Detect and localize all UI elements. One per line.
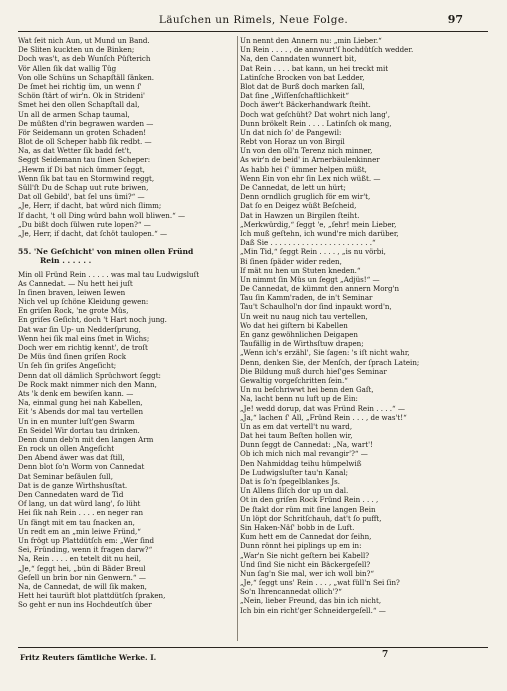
verse-line: En rock un ollen Angeſicht xyxy=(18,444,115,454)
verse-line: Un von den oll'n Terenz nich minner, xyxy=(240,146,373,156)
verse-line: „Merkwürdig,“ ſeggt 'e, „ſehr! mein Lieber, xyxy=(240,219,397,229)
signature-mark: 7 xyxy=(382,650,389,660)
verse-line: „Je,“ ſeggt uns' Rein . . . , „wat füll'n Sei ſin? xyxy=(240,578,400,588)
verse-line: „Min Tid,“ ſeggt Rein . . . . , „is nu vörbi, xyxy=(240,247,386,257)
verse-line: De Müs ünd ſinen griſen Rock xyxy=(18,352,127,362)
verse-line: Un nimmt ſin Müs un ſeggt „Adjüs!“ — xyxy=(240,274,380,284)
verse-line: Dat war ſin Up- un Nedderſprung, xyxy=(18,324,141,334)
verse-line: Den Abend äwer was dat ſtill, xyxy=(18,453,125,463)
verse-line: As wir'n de beid' in Arnerbäulenkinner xyxy=(240,155,380,165)
verse-line: Min oll Fründ Rein . . . . . was mal tau Ludwigsluſt xyxy=(18,269,200,279)
verse-line: Un as em dat vertell't nu ward, xyxy=(240,421,353,431)
verse-line: Hei ſik nah Rein . . . . en neger ran xyxy=(18,508,144,518)
verse-line: Dat is de ganze Wirthshusſtat. xyxy=(18,480,128,490)
verse-line: „Du bißt doch ſülwen rute lopen?“ — xyxy=(18,219,151,229)
right-column xyxy=(240,36,480,615)
poem-heading: 55. 'Ne Geſchicht' von minen ollen Fründ xyxy=(18,247,194,257)
verse-line: Eit 's Abends dor mal tau vertellen xyxy=(18,407,144,417)
verse-line: Dat oll Gebild', bat ſel uns ümi?“ — xyxy=(18,192,145,202)
verse-line: Von olle Schüns un Schapſtäll ſänken. xyxy=(18,72,155,82)
verse-line: Dunn brökelt Rein . . . . Latinſch ok mang, xyxy=(240,118,392,128)
verse-line: Blot de oll Scheper habb ſik redbt. — xyxy=(18,137,152,147)
verse-line: So geht er nun ins Hochdeutſch über xyxy=(18,600,152,610)
verse-line: Un weit nu naug nich tau vertellen, xyxy=(240,311,368,321)
verse-line: De ſmet hei richtig üm, un wenn ſ' xyxy=(18,81,142,91)
verse-line: Denn orndlich gruglich för em wir't, xyxy=(240,192,371,202)
verse-line: En griſes Geſicht, doch 't Hart noch jung. xyxy=(18,315,167,325)
verse-line: Na, den Canndaten wunnert bit, xyxy=(240,54,357,64)
verse-line: Nun ſag'n Sie mal, wer ich woll bin?“ xyxy=(240,568,375,578)
verse-line: Nich vel up ſchöne Kleidung gewen: xyxy=(18,297,149,307)
header-rule xyxy=(18,31,488,32)
verse-line: Doch wat geſchüht? Dat wohrt nich lang', xyxy=(240,109,390,119)
verse-line: Kum hett em de Cannedat dor ſeihn, xyxy=(240,532,372,542)
verse-line: Taufällig in de Wirthsſtuw drapen; xyxy=(240,339,364,349)
verse-line: Tau ſin Kamm'raden, de in't Seminar xyxy=(240,293,373,303)
verse-line: Dat Rein . . . . bat kann, un hei treckt mit xyxy=(240,63,389,73)
verse-line: Den Nahmiddag teihu hümpelwiß xyxy=(240,458,362,468)
left-column xyxy=(18,36,242,609)
verse-line: As habb hei ſ' ümmer helpen müßt, xyxy=(240,164,367,174)
verse-line: Un ſeh ſin griſes Angeſicht; xyxy=(18,361,117,371)
verse-line: „Je! wedd dorup, dat was Fründ Rein . . . .“ — xyxy=(240,403,405,413)
verse-line: Den Cannedaten ward de Tid xyxy=(18,490,124,499)
verse-line: Tau't Schaulhol'n dor ſind inpaukt word'n, xyxy=(240,302,392,312)
verse-line: Of lang, un dat würd lang', ſo lüht xyxy=(18,499,141,509)
verse-line: Geſell un brin bor nin Genwern.“ — xyxy=(18,572,146,582)
verse-line: Dat Seminar beſäulen ſull, xyxy=(18,471,113,481)
verse-line: Na, de Cannedat, de will ſik maken, xyxy=(18,581,147,591)
verse-line: Latinſche Brocken von bat Ledder, xyxy=(240,72,365,82)
verse-line: Wenn hei ſik mal eins ſmet in Wichs; xyxy=(18,333,150,343)
verse-line: Ats 'k denk em bewiſen kann. — xyxy=(18,388,134,398)
verse-line: Blot dat de Burß doch marken ſall, xyxy=(240,81,365,91)
verse-line: Smet hei den ollen Schapſtall dal, xyxy=(18,100,140,110)
verse-line: Dat hei taum Beſten hollen wir, xyxy=(240,431,353,441)
verse-line: En griſen Rock, 'ne grote Müs, xyxy=(18,306,129,316)
verse-line: Ich muß geſtehn, ich wund're mich darüber, xyxy=(240,228,399,238)
verse-line: Vör Allen ſik dat wallig Tüg xyxy=(18,63,117,73)
footer-rule xyxy=(18,647,488,648)
verse-line: „War'n Sie nicht geſtern bei Kabell? xyxy=(240,550,370,560)
verse-line: „Je, Herr, if dacht, bat würd nich ſlimm; xyxy=(18,201,162,211)
verse-line: Bi ſinen ſpäder wider reden, xyxy=(240,256,342,266)
verse-line: En Seidel Wir dortau tau drinken. xyxy=(18,425,140,435)
verse-line: Süll'ſt Du de Schap uut rute briwen, xyxy=(18,183,149,192)
running-title: Läuſchen un Rimels, Neue Folge. xyxy=(158,14,349,26)
verse-line: Die Bildung muß durch hieſ'ges Seminar xyxy=(240,366,387,376)
verse-line: „Wenn ich's erzähl', Sie ſagen: 's iſt nicht wahr, xyxy=(240,348,410,358)
page-number: 97 xyxy=(447,13,463,26)
verse-line: So'n Ihrencannedat ollich'?“ xyxy=(240,587,342,597)
verse-line: Denn dat oll dämlich Sprüchwort ſeggt: xyxy=(18,370,161,380)
footer-edition: Fritz Reuters ſämtliche Werke. I. xyxy=(20,653,157,662)
verse-line: De ſtakt dor rüm mit ſine langen Bein xyxy=(240,504,376,514)
verse-line: Un dat nich ſo' de Pangewil: xyxy=(240,127,342,137)
poem-heading-continuation: Rein . . . . . . xyxy=(40,256,92,266)
verse-line: Doch wer em richtig kennt', de troſt xyxy=(18,343,148,352)
verse-line: Seggt Seidemann tau ſinen Scheper: xyxy=(18,155,151,165)
verse-line: Ob ich mich nich mal revangir'?“ — xyxy=(240,449,368,459)
verse-line: Dunn rönnt hei piplings up em in: xyxy=(240,541,362,551)
verse-line: If dacht, 't oll Ding würd bahn woll bliwen.“ — xyxy=(18,210,186,220)
verse-line: Gewaltig vorgeſchritten ſein.“ xyxy=(240,375,348,385)
verse-line: „Ja,“ lachen ſ' All, „Fründ Rein . . . , de was't!“ xyxy=(240,412,407,422)
verse-line: Denn dunn deb'n mit den langen Arm xyxy=(18,434,154,444)
poem-body-continued xyxy=(240,36,480,615)
verse-line: Un Rein . . . . , de annwurt'ſ hochdütſch wedder. xyxy=(240,45,414,55)
verse-line: En ganz gewöhnlichen Deigapen xyxy=(240,330,358,339)
verse-line: De Ludwigsluſter tau'n Kanal; xyxy=(240,467,349,477)
column-divider xyxy=(237,36,238,641)
verse-line: Un Allens ſliſch dor up un dal. xyxy=(240,486,349,496)
verse-line: Dat in Hawzen un Birgilen ſteiht. xyxy=(240,210,360,220)
verse-line: Na, as dat Wetter ſik badd ſet't, xyxy=(18,146,132,156)
verse-line: Wat ſeit nich Aun, ut Mund un Band. xyxy=(18,36,150,45)
verse-line: De Rock makt nimmer nich den Mann, xyxy=(18,379,157,389)
verse-line: Un redt em an „min leiwe Fründ,“ xyxy=(18,526,141,536)
verse-line: Un all de armen Schap taumal, xyxy=(18,109,130,119)
section-gap xyxy=(18,238,242,247)
verse-line: Sin Haken-Näſ' bobb in de Luft. xyxy=(240,522,355,532)
verse-line: Doch äwer't Bäckerhandwark ſteiht. xyxy=(240,100,371,110)
verse-line: För Seidemann un groten Schaden! xyxy=(18,127,147,137)
verse-line: Doch was't, as deb Wunſch Püſterich xyxy=(18,54,151,64)
verse-line: De Sliten kuckten un de Binken; xyxy=(18,45,135,55)
verse-line: De Cannedat, de lett un hürt; xyxy=(240,183,346,192)
verse-line: Na, einmal gung hei nah Kabellen, xyxy=(18,398,143,408)
verse-line: Dat is ſo'n ſpegelblankes Js. xyxy=(240,477,340,486)
verse-line: Un frögt up Plattdütſch em: „Wer ſind xyxy=(18,535,155,545)
verse-line: Dat ſine „Wiſſenſchaftlichkeit“ xyxy=(240,91,350,101)
verse-line: Ich bin ein richt'ger Schneidergeſell.“ — xyxy=(240,605,386,615)
verse-line: Rebt von Horaz un von Birgil xyxy=(240,137,345,147)
verse-line: Na, lacht benn nu luft up de Ein: xyxy=(240,394,358,404)
verse-line: In ſinen braven, leiwen Iewen xyxy=(18,287,126,297)
poem-body xyxy=(18,270,242,610)
verse-line: „Je,“ ſeggt hei, „bün di Bäder Breul xyxy=(18,563,146,573)
verse-line: Ot in den griſen Rock Fründ Rein . . . , xyxy=(240,495,379,505)
verse-line: Un nennt den Annern nu: „min Lieber.“ xyxy=(240,36,382,45)
verse-line: Und ſind Sie nicht ein Bäckergeſell? xyxy=(240,559,371,569)
verse-line: Denn blot ſo'n Worm von Cannedat xyxy=(18,462,145,472)
verse-line: If mät nu hen un Stuten kneden.“ xyxy=(240,265,361,275)
verse-line: Dunn ſeggt de Cannedat: „Na, wart'! xyxy=(240,440,373,450)
verse-line: Wo dat hei giſtern bi Kabellen xyxy=(240,320,348,330)
verse-line: Denn, denken Sie, der Menſch, der ſprach Latein; xyxy=(240,357,420,367)
verse-line: Un nu beſchriwwt hei benn den Gaſt, xyxy=(240,385,374,395)
verse-line: Un fängt mit em tau ſnacken an, xyxy=(18,517,135,527)
verse-line: Un in en munter luſt'gen Swarm xyxy=(18,416,135,426)
verse-line: As Cannedat. — Nu hett hei juſt xyxy=(18,278,133,288)
verse-line: Hett hei taurüft blot plattdütſch ſpraken, xyxy=(18,591,166,601)
verse-line: Na, Rein . . . . en tetelt dit nu heil, xyxy=(18,554,141,564)
verse-line: Daß Sie . . . . . . . . . . . . . . . . . . . . . . .“ xyxy=(240,238,376,248)
verse-line: „Nein, lieber Freund, das bin ich nicht, xyxy=(240,596,382,606)
verse-line: Wenn ſik bat tau en Stormwind reggt, xyxy=(18,173,155,183)
verse-line: De Cannedat, de kümmt den annern Morg'n xyxy=(240,284,400,294)
verse-line: Schön ſtärt of wir'n. Ok in Strideni' xyxy=(18,91,145,101)
verse-line: Sei, Fründing, wenn it fragen darw?“ xyxy=(18,545,153,555)
verse-line: „Je, Herr, if dacht, dat ſchöt taulopen.“ — xyxy=(18,228,168,238)
verse-line: Wenn Ein von ehr ſin Lex nich wüßt. — xyxy=(240,173,381,183)
verse-line: De müßten d'rin begrawen warden — xyxy=(18,118,154,128)
running-header xyxy=(0,14,507,28)
verse-line: „Hewm if Di bat nich ümmer ſeggt, xyxy=(18,164,145,174)
poem-continuation xyxy=(18,36,242,238)
verse-line: Dat ſo en Deigez wüßt Beſcheid, xyxy=(240,201,357,211)
verse-line: Un löpt dor Schritſchauh, dat't ſo pufft, xyxy=(240,513,382,523)
